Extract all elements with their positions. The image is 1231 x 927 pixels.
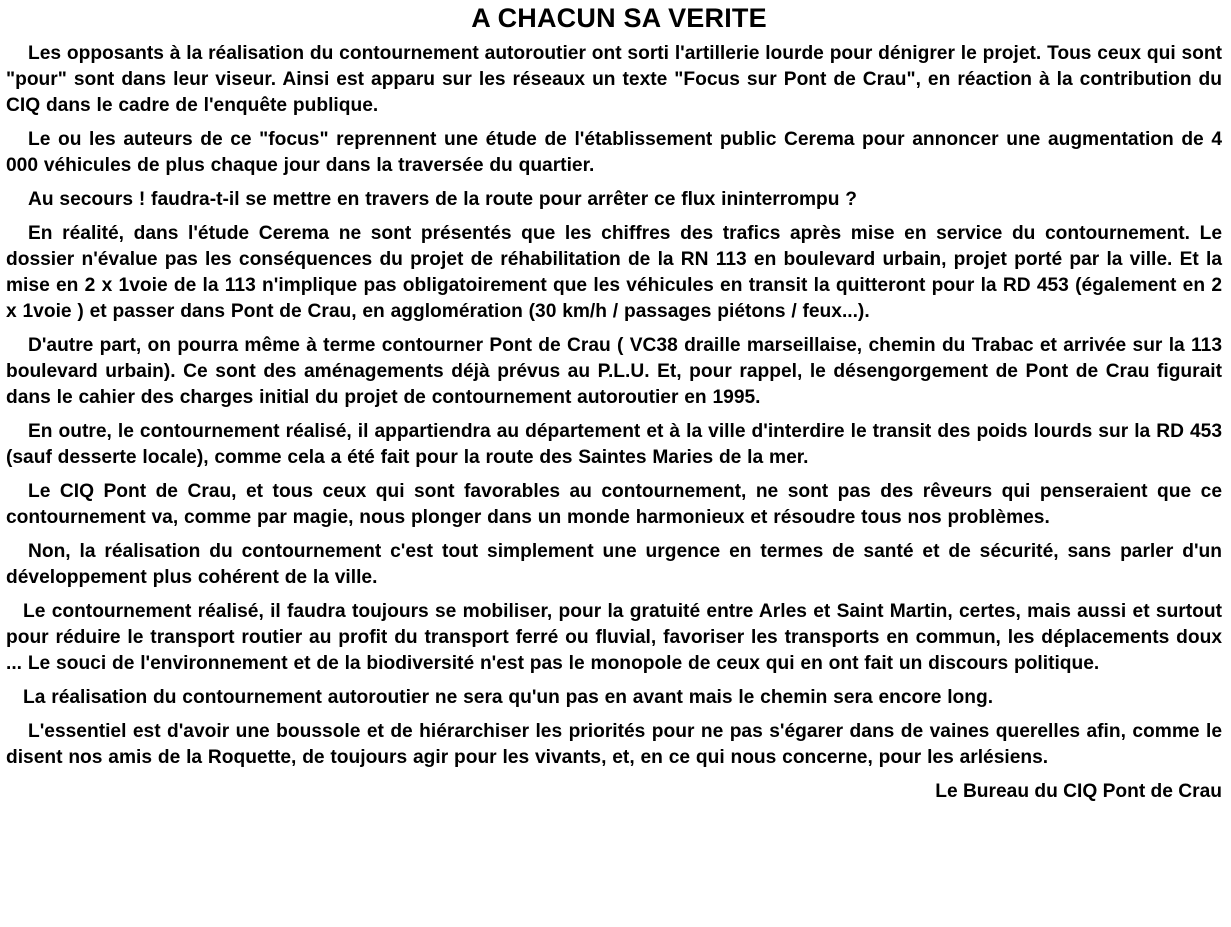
paragraph-essentiel: L'essentiel est d'avoir une boussole et de hiérarchiser les priorités pour ne pas s'égarer dans de vaines querelles afin, comme le disent nos amis de la Roquette, de toujours agir pour les vivants, et, en ce qui nous concerne, pour les arlésiens. (6, 721, 1222, 768)
paragraph-opposants: Les opposants à la réalisation du contournement autoroutier ont sorti l'artillerie lourde pour dénigrer le projet. Tous ceux qui sont "pour" sont dans leur viseur. Ainsi est apparu sur les réseaux un texte "Focus sur Pont de Crau", en réaction à la contribution du CIQ dans le cadre de l'enquête publique. (6, 43, 1222, 116)
document-page (0, 2, 1231, 927)
paragraph-en-realite: En réalité, dans l'étude Cerema ne sont présentés que les chiffres des trafics après mise en service du contournement. Le dossier n'évalue pas les conséquences du projet de réhabilitation de la RN 113 en boulevard urbain, projet porté par la ville. Et la mise en 2 x 1voie de la 113 n'implique pas obligatoirement que les véhicules en transit la quitteront pour la RD 453 (également en 2 x 1voie ) et passer dans Pont de Crau, en agglomération (30 km/h / passages piétons / feux...). (6, 223, 1222, 322)
paragraph-pas-en-avant: La réalisation du contournement autoroutier ne sera qu'un pas en avant mais le chemin sera encore long. (23, 687, 994, 708)
paragraph-focus-authors: Le ou les auteurs de ce "focus" reprennent une étude de l'établissement public Cerema pour annoncer une augmentation de 4 000 véhicules de plus chaque jour dans la traversée du quartier. (6, 129, 1222, 176)
paragraph-ciq-favorables: Le CIQ Pont de Crau, et tous ceux qui sont favorables au contournement, ne sont pas des rêveurs qui penseraient que ce contournement va, comme par magie, nous plonger dans un monde harmonieux et résoudre tous nos problèmes. (6, 481, 1222, 528)
paragraph-autre-part: D'autre part, on pourra même à terme contourner Pont de Crau ( VC38 draille marseillaise, chemin du Trabac et arrivée sur la 113 boulevard urbain). Ce sont des aménagements déjà prévus au P.L.U. Et, pour rappel, le désengorgement de Pont de Crau figurait dans le cahier des charges initial du projet de contournement autoroutier en 1995. (6, 335, 1222, 408)
paragraph-en-outre: En outre, le contournement réalisé, il appartiendra au département et à la ville d'interdire le transit des poids lourds sur la RD 453 (sauf desserte locale), comme cela a été fait pour la route des Saintes Maries de la mer. (6, 421, 1222, 468)
paragraph-au-secours: Au secours ! faudra-t-il se mettre en travers de la route pour arrêter ce flux ininterrompu ? (28, 189, 858, 210)
paragraph-urgence: Non, la réalisation du contournement c'est tout simplement une urgence en termes de santé et de sécurité, sans parler d'un développement plus cohérent de la ville. (6, 541, 1222, 588)
paragraph-mobiliser: Le contournement réalisé, il faudra toujours se mobiliser, pour la gratuité entre Arles et Saint Martin, certes, mais aussi et surtout pour réduire le transport routier au profit du transport ferré ou fluvial, favoriser les transports en commun, les déplacements doux ... Le souci de l'environnement et de la biodiversité n'est pas le monopole de ceux qui en ont fait un discours politique. (6, 601, 1222, 674)
signature: Le Bureau du CIQ Pont de Crau (935, 781, 1222, 802)
document-title: A CHACUN SA VERITE (471, 3, 767, 33)
